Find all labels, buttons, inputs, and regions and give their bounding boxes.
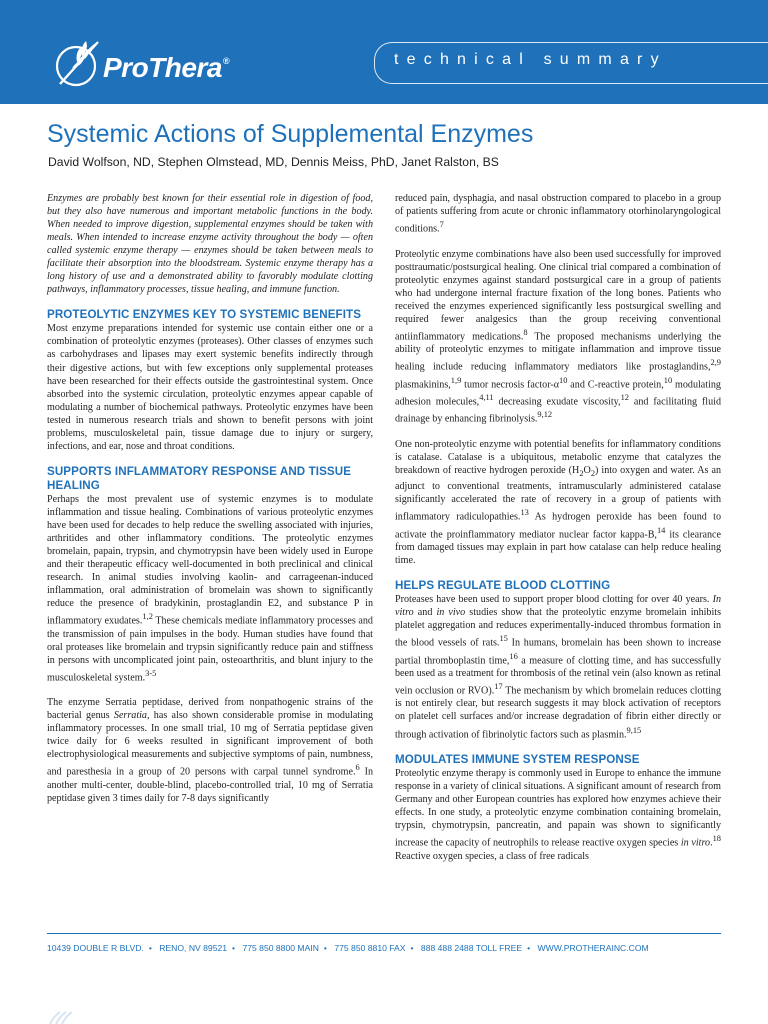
- citation: 8: [523, 327, 528, 337]
- citation: 9,12: [537, 410, 553, 420]
- footer-website[interactable]: WWW.PROTHERAINC.COM: [537, 943, 649, 953]
- footer-divider: [47, 933, 721, 934]
- footer-address: 10439 DOUBLE R BLVD.: [47, 943, 144, 953]
- citation: 18: [712, 834, 721, 844]
- citation: 12: [620, 393, 629, 403]
- citation: 1,2: [142, 612, 153, 622]
- citation: 6: [355, 763, 360, 773]
- section-heading-blood-clotting: HELPS REGULATE BLOOD CLOTTING: [395, 579, 611, 593]
- section-paragraph: Most enzyme preparations intended for systemic use contain either one or a combination of proteolytic enzymes (proteases). Other classes of enzymes such as carbohydrases and lipases may exert systemic benefits indirectly through their digestive actions, but with few exceptions only supplemental proteases have been researched for their effects outside the gastrointestinal system. Once absorbed into the systemic circulation, proteolytic enzymes appear capable of modulating a number of biochemical pathways. Proteolytic enzymes have been tested in numerous research trials and shown to benefit persons with joint problems, musculoskeletal pain, tissue damage due to injury or surgery, infections, and ear, nose and throat conditions.: [47, 323, 373, 452]
- section-heading-proteolytic: PROTEOLYTIC ENZYMES KEY TO SYSTEMIC BENEFITS: [47, 308, 362, 322]
- section-paragraph: One non-proteolytic enzyme with potential benefits for inflammatory conditions is catalase. Catalase is a ubiquitous, metabolic enzyme that catalyzes the breakdown of reactive hydrogen peroxide $(H_2O_2)$ into oxygen and water. As an adjunct to conventional treatments, intramuscularly administered catalase significantly accelerated the rate of recovery in a group of patients with inflammatory radiculopathies.$^{13}$ As hydrogen peroxide has been found to activate the proinflammatory mediator nuclear factor kappa-B,$^{14}$ its clearance from damaged tissues may explain in part how catalase can help reduce healing time.: [395, 438, 721, 566]
- footer-toll-free: 888 488 2488 TOLL FREE: [420, 943, 523, 953]
- footer-phone-main: 775 850 8800 MAIN: [242, 943, 319, 953]
- citation: 17: [494, 682, 503, 692]
- citation: 13: [520, 508, 529, 518]
- citation: 4,11: [479, 393, 494, 403]
- citation: 7: [439, 220, 444, 230]
- footer-city: RENO, NV 89521: [159, 943, 228, 953]
- section-paragraph: Proteolytic enzyme therapy is commonly used in Europe to enhance the immune response in a variety of clinical situations. A significant amount of research from Germany and other European countries has explored how enzymes achieve their effects. In one study, a proteolytic enzyme combination containing bromelain, trypsin, chymotrypsin, pancreatin, and papain was shown to significantly increase the capacity of neutrophils to release reactive oxygen species in vitro.$^{18}$ Reactive oxygen species, a class of free radicals: [395, 767, 721, 862]
- footer-contact: 10439 DOUBLE R BLVD. • RENO, NV 89521 • 775 850 8800 MAIN • 775 850 8810 FAX • 888 488 2488 TOLL FREE • WWW.PROTHERAINC.COM: [47, 943, 649, 953]
- citation: 10: [559, 375, 568, 385]
- tagline: technical summary: [394, 51, 667, 68]
- citation: 14: [656, 525, 666, 535]
- section-paragraph: Perhaps the most prevalent use of systemic enzymes is to modulate inflammation and tissue healing. Combinations of various proteolytic enzymes have been used for decades to help reduce the swelling associated with injuries, arthritides and other inflammatory conditions. The proteolytic enzymes bromelain, papain, trypsin, and chymotrypsin have been widely used in Europe and their therapeutic efficacy well-documented in both preclinical and clinical research. In animal studies involving kaolin- and carrageenan-induced inflammation, oral administration of bromelain was shown to significantly reduce the presence of bradykinin, prostaglandin E2, and substance P in inflammatory exudates.$^{1,2}$ These chemicals mediate inflammatory processes and the transmission of pain impulses in the body. Human studies have found that oral proteases like bromelain and trypsin significantly reduce pain and stiffness in persons with uncomplicated joint pain, osteoarthritis, and blunt injury to the musculoskeletal system.$^{3-5}$: [47, 493, 373, 684]
- brand-name: ProThera®: [103, 52, 230, 83]
- section-heading-inflammatory: SUPPORTS INFLAMMATORY RESPONSE AND TISSUE HEALING: [47, 464, 352, 492]
- citation: 16: [509, 651, 518, 661]
- article-title: Systemic Actions of Supplemental Enzymes: [47, 120, 534, 148]
- intro-paragraph: Enzymes are probably best known for their essential role in digestion of food, but they also have numerous and important metabolic functions in the body. When needed to improve digestion, supplemental enzymes should be taken with meals. When intended to increase enzyme activity throughout the body — often called systemic enzyme therapy — enzymes should be taken between meals to facilitate their absorption into the bloodstream. Systemic enzyme therapy has a long history of use and a demonstrated ability to favorably modulate clotting pathways, inflammatory processes, tissue healing, and immune function.: [47, 193, 373, 296]
- section-paragraph: Proteases have been used to support proper blood clotting for over 40 years. In vitro and in vivo studies show that the proteolytic enzyme bromelain inhibits platelet aggregation and reduces experimentally-induced thrombus formation in the blood vessels of rats.$^{15}$ In humans, bromelain has been shown to increase partial thromboplastin time,$^{16}$ a measure of clotting time, and has successfully been used as a treatment for thrombosis of the retinal vein (also known as retinal vein occlusion or RVO).$^{17}$ The mechanism by which bromelain reduces clotting is not entirely clear, but research suggests it may block activation of receptors on platelet cell surfaces and/or increase degradation of fibrin either directly or through activation of fibrinolytic factors such as plasmin.$^{9,15}$: [395, 594, 722, 740]
- section-paragraph: The enzyme Serratia peptidase, derived from nonpathogenic strains of the bacterial genus Serratia, has also shown considerable promise in modulating inflammatory processes. In one small trial, 10 mg of Serratia peptidase given twice daily for 6 weeks resulted in significant improvement of both electrophysiological measurements and subjective symptoms of pain, numbness, and paresthesia in a group of 20 persons with carpal tunnel syndrome.$^6$ In another multi-center, double-blind, placebo-controlled trial, 10 mg of Serratia peptidase given 3 times daily for 7-8 days significantly: [47, 697, 373, 804]
- section-paragraph: Proteolytic enzyme combinations have also been used successfully for improved posttraumatic/postsurgical healing. One clinical trial compared a combination of proteolytic enzymes against standard postsurgical care in a group of patients who had undergone internal fracture fixation of the long bones. Patients who received the enzymes experienced significantly less postsurgical swelling and required fewer analgesics than the group receiving conventional antiinflammatory medications.$^8$ The proposed mechanisms underlying the ability of proteolytic enzymes to mitigate inflammation and improve tissue healing include reducing inflammatory mediators like prostaglandins,$^{2,9}$ plasmakinins,$^{1,9}$ tumor necrosis factor-$\alpha^{10}$ and C-reactive protein,$^{10}$ modulating adhesion molecules,$^{4,11}$ decreasing exudate viscosity,$^{12}$ and facilitating fluid drainage by enhancing fibrinolysis.$^{9,12}$: [395, 248, 721, 425]
- citation: 10: [663, 375, 673, 385]
- footer-fax: 775 850 8810 FAX: [334, 943, 406, 953]
- left-column: [47, 192, 373, 817]
- citation: 9,15: [626, 725, 642, 735]
- section-paragraph: reduced pain, dysphagia, and nasal obstruction compared to placebo in a group of patients suffering from acute or chronic inflammatory otorhinolaryngological conditions.$^7$: [395, 193, 721, 235]
- citation: 2,9: [710, 358, 721, 368]
- citation: 1,9: [450, 375, 462, 385]
- article-authors: David Wolfson, ND, Stephen Olmstead, MD, Dennis Meiss, PhD, Janet Ralston, BS: [48, 155, 499, 169]
- section-heading-immune: MODULATES IMMUNE SYSTEM RESPONSE: [395, 752, 640, 766]
- citation: 15: [499, 634, 508, 644]
- header-banner: [0, 0, 768, 104]
- wheat-watermark-icon: [46, 1010, 76, 1024]
- right-column: [395, 192, 721, 875]
- citation: 3-5: [145, 668, 157, 678]
